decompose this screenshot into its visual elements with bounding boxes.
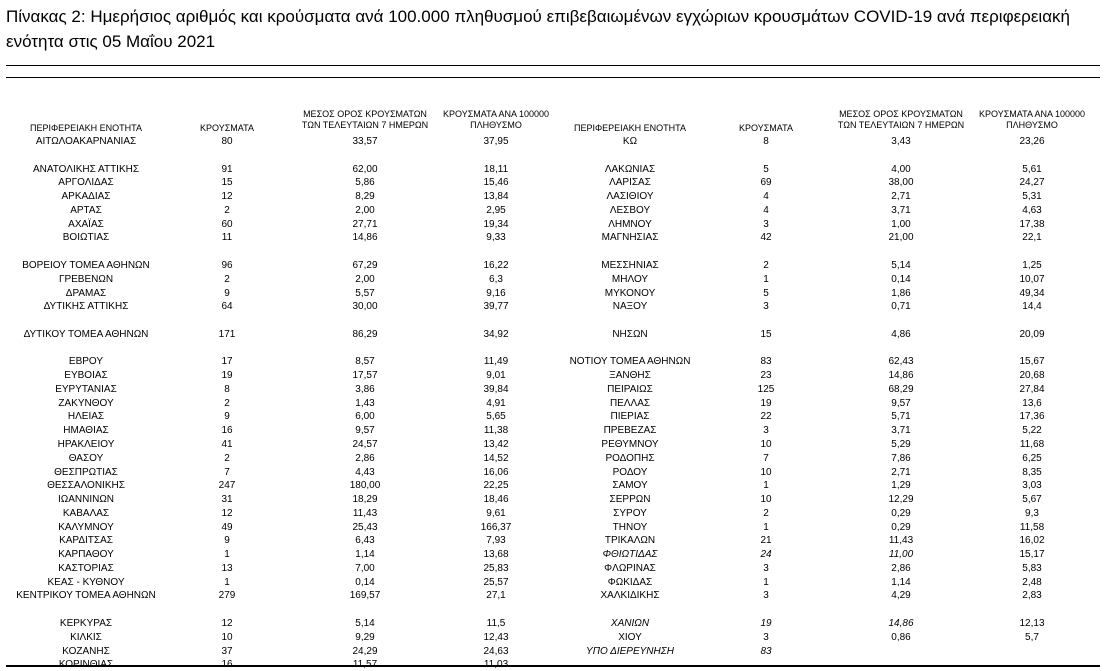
right-row-avg: 0,29	[891, 521, 911, 533]
right-row-avg: 7,86	[891, 452, 911, 464]
right-row-region: ΠΙΕΡΙΑΣ	[610, 411, 650, 423]
right-row-region: ΡΕΘΥΜΝΟΥ	[601, 438, 659, 450]
right-row-per100k: 20,09	[1019, 328, 1045, 340]
left-header-avg-line1: ΜΕΣΟΣ ΟΡΟΣ ΚΡΟΥΣΜΑΤΩΝ	[303, 109, 427, 119]
right-row-cases: 10	[760, 438, 772, 450]
left-row-cases: 96	[221, 259, 233, 271]
left-row-per100k: 16,22	[483, 259, 509, 271]
right-row-region: ΝΟΤΙΟΥ ΤΟΜΕΑ ΑΘΗΝΩΝ	[569, 356, 691, 368]
right-row-avg: 1,86	[891, 287, 911, 299]
left-row-avg: 8,29	[355, 191, 375, 203]
left-row-cases: 1	[224, 549, 230, 561]
right-row-cases: 3	[763, 590, 769, 602]
right-row-avg: 62,43	[888, 356, 914, 368]
left-row-per100k: 25,83	[483, 562, 509, 574]
right-row-cases: 2	[763, 507, 769, 519]
left-row-cases: 91	[221, 163, 233, 175]
right-header-avg-line2: ΤΩΝ ΤΕΛΕΥΤΑΙΩΝ 7 ΗΜΕΡΩΝ	[837, 120, 965, 130]
left-header-avg	[296, 109, 434, 131]
left-row-avg: 5,57	[355, 287, 375, 299]
right-row-cases: 4	[763, 204, 769, 216]
left-row-cases: 1	[224, 576, 230, 588]
left-row-per100k: 15,46	[483, 177, 509, 189]
left-row-avg: 2,86	[355, 452, 375, 464]
right-row-cases: 83	[760, 356, 772, 368]
left-row-region: ΔΡΑΜΑΣ	[65, 287, 107, 299]
right-row-per100k: 10,07	[1019, 273, 1045, 285]
left-row-cases: 64	[221, 301, 233, 313]
right-row-avg: 5,14	[891, 259, 911, 271]
left-row-region: ΚΑΡΔΙΤΣΑΣ	[59, 535, 113, 547]
right-row-cases: 3	[763, 218, 769, 230]
right-row-per100k: 20,68	[1019, 370, 1045, 382]
right-row-region: ΜΕΣΣΗΝΙΑΣ	[601, 259, 659, 271]
left-row-cases: 8	[224, 383, 230, 395]
right-row-avg: 1,29	[891, 480, 911, 492]
right-row-avg: 5,71	[891, 411, 911, 423]
left-row-region: ΚΑΡΠΑΘΟΥ	[58, 549, 114, 561]
left-row-per100k: 25,57	[483, 576, 509, 588]
left-row-cases: 12	[221, 191, 233, 203]
left-row-region: ΚΑΛΥΜΝΟΥ	[58, 521, 114, 533]
left-row-avg: 1,43	[355, 397, 375, 409]
left-row-avg: 24,29	[352, 645, 378, 657]
left-row-cases: 9	[224, 411, 230, 423]
right-row-avg: 1,00	[891, 218, 911, 230]
right-row-region: ΚΩ	[622, 136, 638, 147]
left-row-region: ΚΙΛΚΙΣ	[70, 631, 102, 643]
left-row-per100k: 19,34	[483, 218, 509, 230]
right-header-cases: ΚΡΟΥΣΜΑΤΑ	[739, 123, 793, 133]
right-row-region: ΜΥΚΟΝΟΥ	[604, 287, 656, 299]
left-row-per100k: 16,06	[483, 466, 509, 478]
right-row-per100k: 5,31	[1022, 191, 1042, 203]
right-row-avg: 3,71	[891, 425, 911, 437]
right-row-cases: 125	[757, 383, 775, 395]
left-row-region: ΗΡΑΚΛΕΙΟΥ	[57, 438, 115, 450]
left-row-avg: 30,00	[352, 301, 378, 313]
left-header-per100k	[436, 109, 556, 131]
right-row-region: ΜΗΛΟΥ	[611, 273, 649, 285]
left-row-region: ΚΕΡΚΥΡΑΣ	[59, 618, 113, 629]
right-row-region: ΣΥΡΟΥ	[613, 507, 647, 519]
right-row-per100k: 9,3	[1025, 507, 1039, 519]
right-row-cases: 8	[763, 136, 769, 147]
right-row-per100k: 4,63	[1022, 204, 1042, 216]
right-row-region: ΛΑΣΙΘΙΟΥ	[606, 191, 654, 203]
right-row-per100k: 14,4	[1022, 301, 1042, 313]
left-row-cases: 41	[221, 438, 233, 450]
right-row-per100k: 6,25	[1022, 452, 1042, 464]
right-row-cases: 5	[763, 287, 769, 299]
right-row-cases: 15	[760, 328, 772, 340]
left-row-per100k: 13,68	[483, 549, 509, 561]
left-row-avg: 180,00	[349, 480, 381, 492]
left-row-avg: 27,71	[352, 218, 378, 230]
left-row-cases: 2	[224, 273, 230, 285]
left-row-region: ΑΡΓΟΛΙΔΑΣ	[58, 177, 114, 189]
table-title: Πίνακας 2: Ημερήσιος αριθμός και κρούσματα ανά 100.000 πληθυσμού επιβεβαιωμένων εγχώριων κρουσμάτων COVID-19 ανά περιφερειακή ενότητα στις 05 Μαΐου 2021	[6, 7, 1070, 51]
left-row-avg: 18,29	[352, 494, 378, 505]
left-row-region: ΖΑΚΥΝΘΟΥ	[58, 397, 114, 409]
left-row-per100k: 18,11	[483, 163, 509, 175]
left-row-per100k: 34,92	[483, 328, 509, 340]
left-row-per100k: 9,61	[486, 507, 506, 519]
right-header-per100k	[972, 109, 1092, 131]
left-row-per100k: 6,3	[489, 273, 503, 285]
right-row-region: ΠΡΕΒΕΖΑΣ	[603, 425, 657, 437]
left-row-avg: 6,43	[355, 535, 375, 547]
left-row-avg: 2,00	[355, 273, 375, 285]
left-row-avg: 11,43	[352, 507, 378, 519]
right-row-per100k: 23,26	[1019, 136, 1045, 147]
left-row-region: ΔΥΤΙΚΟΥ ΤΟΜΕΑ ΑΘΗΝΩΝ	[23, 328, 149, 340]
left-row-region: ΑΙΤΩΛΟΑΚΑΡΝΑΝΙΑΣ	[35, 136, 137, 147]
left-header-avg-line2: ΤΩΝ ΤΕΛΕΥΤΑΙΩΝ 7 ΗΜΕΡΩΝ	[301, 120, 429, 130]
left-row-region: ΘΕΣΣΑΛΟΝΙΚΗΣ	[47, 480, 125, 492]
left-row-cases: 171	[218, 328, 236, 340]
right-row-avg: 21,00	[888, 232, 914, 244]
left-row-cases: 9	[224, 287, 230, 299]
left-row-cases: 15	[221, 177, 233, 189]
left-row-avg: 3,86	[355, 383, 375, 395]
left-row-avg: 67,29	[352, 259, 378, 271]
right-row-cases: 42	[760, 232, 772, 244]
right-row-region: ΧΑΛΚΙΔΙΚΗΣ	[600, 590, 660, 602]
right-row-cases: 19	[760, 618, 772, 629]
left-row-cases: 10	[221, 631, 233, 643]
right-row-region: ΤΡΙΚΑΛΩΝ	[604, 535, 656, 547]
left-row-region: ΘΑΣΟΥ	[68, 452, 104, 464]
right-row-cases: 21	[760, 535, 772, 547]
right-header-per100k-line2: ΠΛΗΘΥΣΜΟ	[1006, 120, 1058, 130]
right-row-region: ΠΕΙΡΑΙΩΣ	[607, 383, 653, 395]
bottom-rule	[6, 665, 1100, 667]
left-row-avg: 9,57	[355, 425, 375, 437]
left-row-region: ΘΕΣΠΡΩΤΙΑΣ	[54, 466, 118, 478]
left-row-per100k: 5,65	[486, 411, 506, 423]
right-row-cases: 1	[763, 521, 769, 533]
left-row-avg: 6,00	[355, 411, 375, 423]
right-row-cases: 1	[763, 576, 769, 588]
left-row-per100k: 4,91	[486, 397, 506, 409]
right-row-avg: 68,29	[888, 383, 914, 395]
right-row-cases: 69	[760, 177, 772, 189]
left-row-region: ΕΥΡΥΤΑΝΙΑΣ	[55, 383, 117, 395]
left-row-cases: 17	[221, 356, 233, 368]
right-row-region: ΝΗΣΩΝ	[612, 328, 648, 340]
left-row-region: ΑΝΑΤΟΛΙΚΗΣ ΑΤΤΙΚΗΣ	[32, 163, 140, 175]
right-row-per100k: 13,6	[1022, 397, 1042, 409]
right-row-per100k: 5,22	[1022, 425, 1042, 437]
right-row-region: ΛΗΜΝΟΥ	[608, 218, 652, 230]
header-rule	[6, 77, 1100, 78]
right-row-region: ΦΩΚΙΔΑΣ	[607, 576, 653, 588]
left-row-avg: 5,14	[355, 618, 375, 629]
right-row-cases: 1	[763, 480, 769, 492]
right-row-region: ΧΙΟΥ	[618, 631, 642, 643]
left-row-cases: 2	[224, 204, 230, 216]
left-row-avg: 7,00	[355, 562, 375, 574]
left-row-cases: 80	[221, 136, 233, 147]
left-row-region: ΕΒΡΟΥ	[68, 356, 104, 368]
left-row-cases: 9	[224, 535, 230, 547]
left-row-per100k: 166,37	[480, 521, 512, 533]
right-row-cases: 83	[760, 645, 772, 657]
left-row-cases: 2	[224, 452, 230, 464]
left-row-avg: 8,57	[355, 356, 375, 368]
right-row-per100k: 2,48	[1022, 576, 1042, 588]
right-row-cases: 3	[763, 425, 769, 437]
right-row-avg: 2,71	[891, 191, 911, 203]
left-row-cases: 19	[221, 370, 233, 382]
left-row-avg: 14,86	[352, 232, 378, 244]
left-header-cases: ΚΡΟΥΣΜΑΤΑ	[200, 123, 254, 133]
left-row-region: ΓΡΕΒΕΝΩΝ	[58, 273, 114, 285]
right-row-per100k: 11,58	[1019, 521, 1045, 533]
left-row-avg: 24,57	[352, 438, 378, 450]
left-row-per100k: 9,01	[486, 370, 506, 382]
left-row-region: ΚΟΖΑΝΗΣ	[62, 645, 110, 657]
right-row-avg: 2,86	[891, 562, 911, 574]
right-row-region: ΜΑΓΝΗΣΙΑΣ	[601, 232, 659, 244]
right-row-per100k: 12,13	[1019, 618, 1045, 629]
right-row-region: ΣΕΡΡΩΝ	[609, 494, 651, 505]
right-row-avg: 3,71	[891, 204, 911, 216]
right-header-region: ΠΕΡΙΦΕΡΕΙΑΚΗ ΕΝΟΤΗΤΑ	[573, 123, 687, 133]
right-row-avg: 0,29	[891, 507, 911, 519]
left-row-cases: 279	[218, 590, 236, 602]
left-row-avg: 2,00	[355, 204, 375, 216]
right-row-cases: 2	[763, 259, 769, 271]
right-row-avg: 4,86	[891, 328, 911, 340]
left-row-per100k: 13,42	[483, 438, 509, 450]
left-row-region: ΚΑΒΑΛΑΣ	[62, 507, 110, 519]
left-header-region: ΠΕΡΙΦΕΡΕΙΑΚΗ ΕΝΟΤΗΤΑ	[29, 123, 143, 133]
left-row-per100k: 37,95	[483, 136, 509, 147]
right-row-cases: 10	[760, 466, 772, 478]
left-row-avg: 4,43	[355, 466, 375, 478]
left-row-region: ΑΡΤΑΣ	[70, 204, 102, 216]
right-row-avg: 0,71	[891, 301, 911, 313]
right-row-per100k: 24,27	[1019, 177, 1045, 189]
left-row-region: ΗΜΑΘΙΑΣ	[63, 425, 109, 437]
right-row-per100k: 8,35	[1022, 466, 1042, 478]
left-row-cases: 12	[221, 507, 233, 519]
left-row-per100k: 9,33	[486, 232, 506, 244]
right-row-avg: 14,86	[888, 618, 914, 629]
left-row-region: ΗΛΕΙΑΣ	[67, 411, 105, 423]
left-row-avg: 169,57	[349, 590, 381, 602]
right-header-per100k-line1: ΚΡΟΥΣΜΑΤΑ ΑΝΑ 100000	[979, 109, 1085, 119]
left-row-region: ΑΡΚΑΔΙΑΣ	[61, 191, 111, 203]
left-row-cases: 2	[224, 397, 230, 409]
left-row-avg: 17,57	[352, 370, 378, 382]
left-row-avg: 5,86	[355, 177, 375, 189]
right-row-per100k: 17,36	[1019, 411, 1045, 423]
left-row-region: ΔΥΤΙΚΗΣ ΑΤΤΙΚΗΣ	[43, 301, 129, 313]
right-row-cases: 23	[760, 370, 772, 382]
left-row-cases: 12	[221, 618, 233, 629]
right-row-per100k: 27,84	[1019, 383, 1045, 395]
left-row-avg: 1,14	[355, 549, 375, 561]
right-row-region: ΝΑΞΟΥ	[612, 301, 648, 313]
left-row-per100k: 9,16	[486, 287, 506, 299]
right-row-region: ΦΛΩΡΙΝΑΣ	[604, 562, 656, 574]
right-row-region: ΡΟΔΟΠΗΣ	[605, 452, 655, 464]
left-row-cases: 13	[221, 562, 233, 574]
right-row-avg: 1,14	[891, 576, 911, 588]
left-row-cases: 16	[221, 425, 233, 437]
left-row-avg: 33,57	[352, 136, 378, 147]
left-row-cases: 247	[218, 480, 236, 492]
right-row-region: ΞΑΝΘΗΣ	[609, 370, 651, 382]
left-row-region: ΚΑΣΤΟΡΙΑΣ	[58, 562, 114, 574]
right-row-avg: 11,43	[888, 535, 914, 547]
right-row-per100k: 15,17	[1019, 549, 1045, 561]
right-row-region: ΣΑΜΟΥ	[612, 480, 648, 492]
right-row-region: ΠΕΛΛΑΣ	[609, 397, 651, 409]
right-row-region: ΛΑΡΙΣΑΣ	[609, 177, 651, 189]
left-row-cases: 31	[221, 494, 233, 505]
right-row-avg: 0,14	[891, 273, 911, 285]
right-row-cases: 4	[763, 191, 769, 203]
left-row-avg: 62,00	[352, 163, 378, 175]
left-row-avg: 9,29	[355, 631, 375, 643]
right-row-avg: 14,86	[888, 370, 914, 382]
right-row-avg: 11,00	[888, 549, 914, 561]
left-row-per100k: 11,38	[483, 425, 509, 437]
left-row-per100k: 14,52	[483, 452, 509, 464]
right-header-avg-line1: ΜΕΣΟΣ ΟΡΟΣ ΚΡΟΥΣΜΑΤΩΝ	[839, 109, 963, 119]
right-row-cases: 5	[763, 163, 769, 175]
left-row-region: ΚΕΝΤΡΙΚΟΥ ΤΟΜΕΑ ΑΘΗΝΩΝ	[16, 590, 156, 602]
top-rule	[6, 65, 1100, 66]
right-row-cases: 3	[763, 562, 769, 574]
left-row-cases: 49	[221, 521, 233, 533]
right-row-cases: 7	[763, 452, 769, 464]
left-row-region: ΙΩΑΝΝΙΝΩΝ	[57, 494, 115, 505]
right-row-region: ΛΕΣΒΟΥ	[609, 204, 651, 216]
right-row-avg: 0,86	[891, 631, 911, 643]
right-row-avg: 38,00	[888, 177, 914, 189]
right-row-cases: 19	[760, 397, 772, 409]
left-row-region: ΕΥΒΟΙΑΣ	[64, 370, 108, 382]
left-row-cases: 37	[221, 645, 233, 657]
left-header-per100k-line1: ΚΡΟΥΣΜΑΤΑ ΑΝΑ 100000	[443, 109, 549, 119]
left-row-per100k: 11,49	[483, 356, 509, 368]
left-row-per100k: 24,63	[483, 645, 509, 657]
left-row-cases: 7	[224, 466, 230, 478]
right-row-avg: 9,57	[891, 397, 911, 409]
left-row-region: ΒΟΙΩΤΙΑΣ	[62, 232, 110, 244]
right-row-cases: 3	[763, 301, 769, 313]
left-row-region: ΑΧΑΪΑΣ	[68, 218, 104, 230]
right-row-avg: 12,29	[888, 494, 914, 505]
right-row-per100k: 1,25	[1022, 259, 1042, 271]
left-row-cases: 11	[221, 232, 233, 244]
right-row-cases: 3	[763, 631, 769, 643]
left-row-region: ΚΕΑΣ - ΚΥΘΝΟΥ	[47, 576, 125, 588]
right-row-avg: 3,43	[891, 136, 911, 147]
left-row-avg: 86,29	[352, 328, 378, 340]
right-row-region: ΧΑΝΙΩΝ	[610, 618, 650, 629]
left-row-per100k: 13,84	[483, 191, 509, 203]
left-row-per100k: 2,95	[486, 204, 506, 216]
right-row-avg: 2,71	[891, 466, 911, 478]
left-row-per100k: 11,5	[486, 618, 506, 629]
right-row-per100k: 5,61	[1022, 163, 1042, 175]
left-row-avg: 25,43	[352, 521, 378, 533]
left-row-per100k: 39,77	[483, 301, 509, 313]
left-row-per100k: 7,93	[486, 535, 506, 547]
right-row-cases: 10	[760, 494, 772, 505]
right-row-per100k: 16,02	[1019, 535, 1045, 547]
right-row-per100k: 2,83	[1022, 590, 1042, 602]
left-header-per100k-line2: ΠΛΗΘΥΣΜΟ	[470, 120, 522, 130]
left-row-per100k: 27,1	[486, 590, 506, 602]
right-row-region: ΡΟΔΟΥ	[612, 466, 648, 478]
right-row-per100k: 11,68	[1019, 438, 1045, 450]
right-row-avg: 5,29	[891, 438, 911, 450]
right-row-region: ΥΠΟ ΔΙΕΡΕΥΝΗΣΗ	[586, 645, 674, 657]
right-row-cases: 24	[760, 549, 772, 561]
right-row-cases: 1	[763, 273, 769, 285]
left-row-per100k: 39,84	[483, 383, 509, 395]
left-row-cases: 60	[221, 218, 233, 230]
right-row-per100k: 5,67	[1022, 494, 1042, 505]
right-row-per100k: 49,34	[1019, 287, 1045, 299]
left-row-region: ΒΟΡΕΙΟΥ ΤΟΜΕΑ ΑΘΗΝΩΝ	[22, 259, 150, 271]
right-row-avg: 4,29	[891, 590, 911, 602]
right-row-region: ΤΗΝΟΥ	[612, 521, 648, 533]
right-row-per100k: 15,67	[1019, 356, 1045, 368]
left-row-per100k: 18,46	[483, 494, 509, 505]
left-row-per100k: 22,25	[483, 480, 509, 492]
right-header-avg	[832, 109, 970, 131]
right-row-per100k: 17,38	[1019, 218, 1045, 230]
right-row-region: ΛΑΚΩΝΙΑΣ	[604, 163, 656, 175]
right-row-per100k: 3,03	[1022, 480, 1042, 492]
right-row-per100k: 22,1	[1022, 232, 1042, 244]
left-row-avg: 0,14	[355, 576, 375, 588]
left-row-per100k: 12,43	[483, 631, 509, 643]
right-row-cases: 22	[760, 411, 772, 423]
right-row-per100k: 5,7	[1025, 631, 1039, 643]
right-row-region: ΦΘΙΩΤΙΔΑΣ	[602, 549, 658, 561]
right-row-avg: 4,00	[891, 163, 911, 175]
right-row-per100k: 5,83	[1022, 562, 1042, 574]
